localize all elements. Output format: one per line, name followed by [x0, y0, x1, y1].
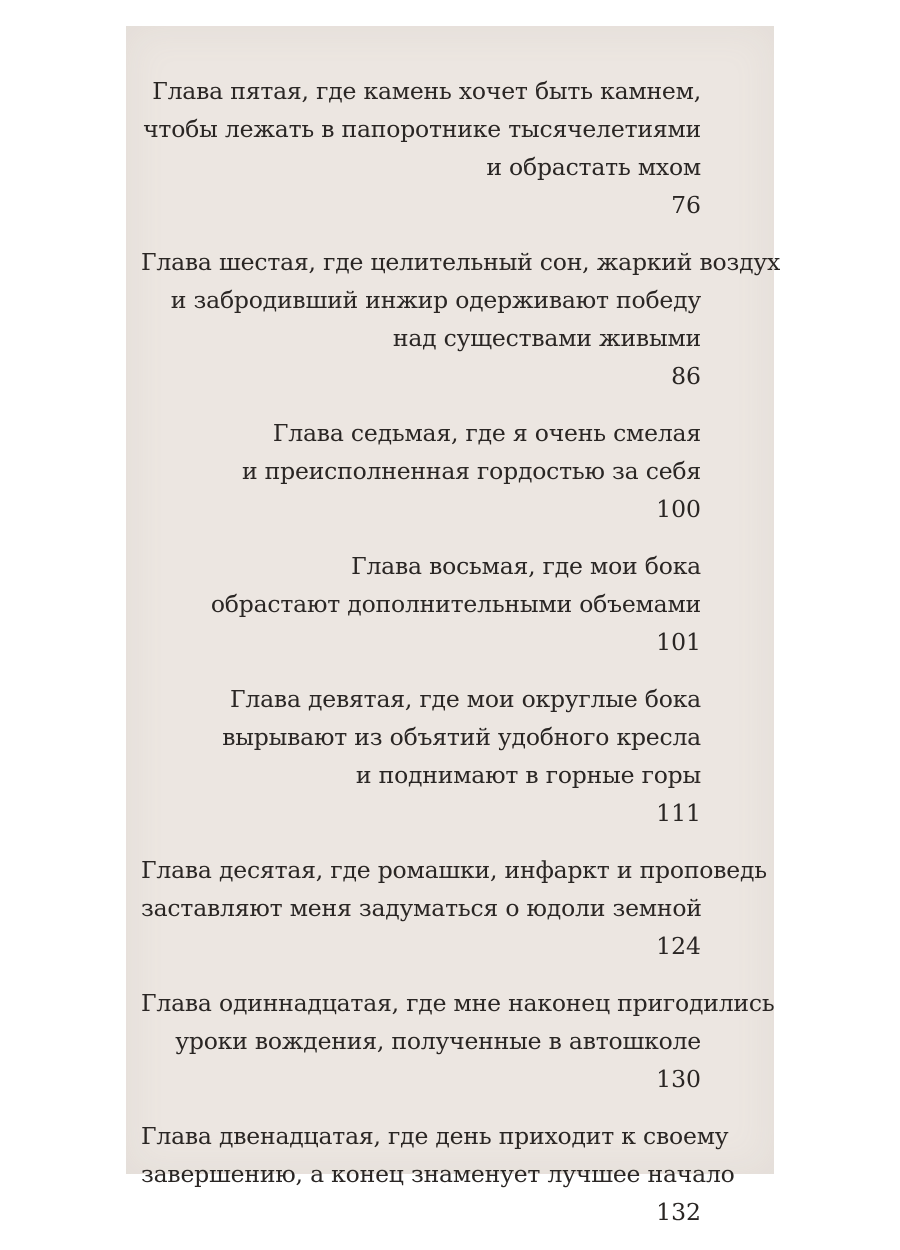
toc-entry-chapter-11	[141, 984, 775, 1098]
page-number: 124	[656, 932, 701, 960]
page-number: 130	[656, 1065, 701, 1093]
chapter-title-line: и поднимают в горные горы	[355, 761, 701, 789]
toc-entry-chapter-12	[141, 1117, 735, 1231]
chapter-title-line: вырывают из объятий удобного кресла	[222, 723, 701, 751]
chapter-title-line: обрастают дополнительными объемами	[210, 590, 701, 618]
page-number: 100	[656, 495, 701, 523]
chapter-title-line: и обрастать мхом	[486, 153, 701, 181]
chapter-title-line: Глава седьмая, где я очень смелая	[272, 419, 701, 447]
chapter-title-line: заставляют меня задуматься о юдоли земной	[141, 894, 702, 922]
book-page	[126, 26, 781, 1226]
chapter-title-line: Глава одиннадцатая, где мне наконец пригодились	[141, 989, 775, 1017]
chapter-title-line: завершению, а конец знаменует лучшее начало	[141, 1160, 735, 1188]
chapter-title-line: и преисполненная гордостью за себя	[241, 457, 701, 485]
toc-entry-chapter-10	[141, 851, 767, 965]
toc-entry-chapter-6	[141, 243, 781, 395]
chapter-title-line: Глава двенадцатая, где день приходит к своему	[141, 1122, 729, 1150]
chapter-title-line: Глава восьмая, где мои бока	[351, 552, 701, 580]
chapter-title-line: чтобы лежать в папоротнике тысячелетиями	[143, 115, 701, 143]
page-number: 111	[656, 799, 701, 827]
page-number: 76	[671, 191, 701, 219]
toc-entry-chapter-7	[141, 414, 701, 528]
chapter-title-line: и забродивший инжир одерживают победу	[170, 286, 701, 314]
table-of-contents	[141, 72, 781, 1250]
chapter-title-line: Глава шестая, где целительный сон, жаркий воздух	[141, 248, 781, 276]
toc-entry-chapter-9	[141, 680, 701, 832]
chapter-title-line: уроки вождения, полученные в автошколе	[175, 1027, 701, 1055]
page-number: 86	[671, 362, 701, 390]
chapter-title-line: Глава девятая, где мои округлые бока	[230, 685, 701, 713]
chapter-title-line: над существами живыми	[392, 324, 701, 352]
toc-entry-chapter-5	[141, 72, 701, 224]
page-number: 132	[656, 1198, 701, 1226]
chapter-title-line: Глава десятая, где ромашки, инфаркт и проповедь	[141, 856, 767, 884]
page-number: 101	[656, 628, 701, 656]
toc-entry-chapter-8	[141, 547, 701, 661]
chapter-title-line: Глава пятая, где камень хочет быть камнем,	[152, 77, 701, 105]
